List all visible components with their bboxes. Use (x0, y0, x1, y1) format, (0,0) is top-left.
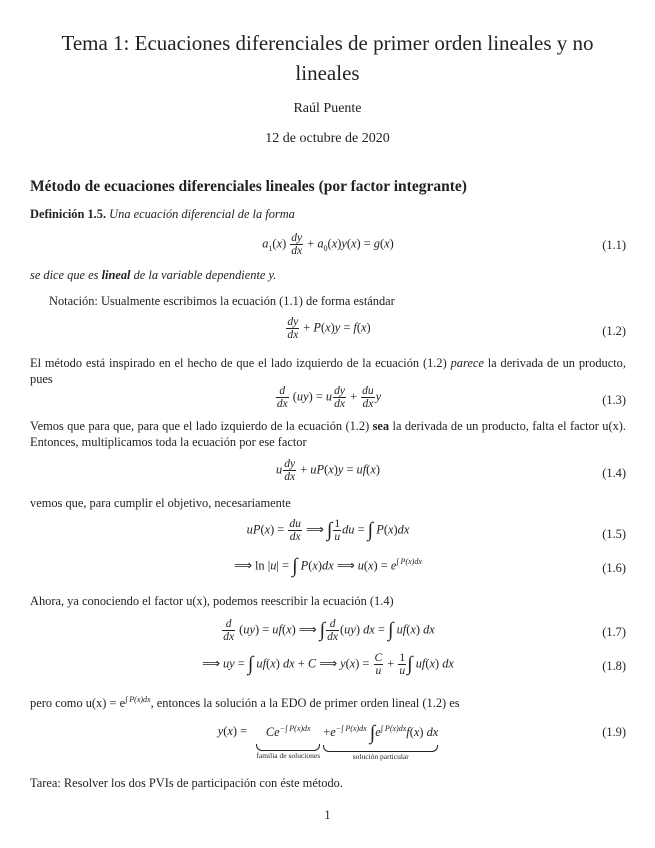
objective-paragraph: vemos que, para cumplir el objetivo, necesariamente (30, 496, 291, 510)
brace-particular-label: solución particular (352, 752, 409, 762)
method-paragraph (30, 355, 626, 387)
equation-1-2 (30, 316, 626, 346)
equation-number: (1.8) (602, 659, 626, 673)
definition-conclusion (30, 267, 626, 283)
brace-family: $Ce^{-\int P(x)dx}$ familia de soluciones (256, 724, 321, 761)
definition-label: Definición 1.5. (30, 207, 107, 221)
equation-number: (1.3) (602, 393, 626, 407)
brace-family-label: familia de soluciones (256, 751, 321, 761)
document-date: 12 de octubre de 2020 (265, 131, 390, 146)
conclusion-text-end: de la variable dependiente y. (133, 268, 277, 282)
fraction: $\frac{dy}{dx}$ (334, 385, 345, 410)
pero-text: pero como u(x) = e (30, 696, 126, 711)
equation-body: u $\frac{dy}{dx}$ + uP(x)y = uf(x) (276, 458, 380, 483)
equation-number: (1.4) (602, 466, 626, 480)
method-text: El método está inspirado en el hecho de que el lado izquierdo de la ecuación (1.2) (30, 356, 447, 370)
equation-body: uP(x) = $\frac{du}{dx}$ ⟹ ∫ $\frac{1}{u}$ du = ∫ P(x)dx (246, 518, 410, 543)
equation-1-1 (30, 232, 626, 262)
vemos-text-end: la derivada de un producto, falta el factor u(x). Entonces, multiplicamos toda la ecuación por ese factor (30, 419, 627, 449)
definition-paragraph (30, 206, 626, 222)
document-title: Tema 1: Ecuaciones diferenciales de primer orden lineales y no lineales (61, 31, 594, 85)
equation-body: ⟹ uy = ∫ uf(x) dx + C ⟹ y(x) = $\frac{C}{u}$ + $\frac{1}{u}$ ∫ uf(x) dx (202, 652, 454, 677)
fraction: $\frac{du}{dx}$ (289, 518, 301, 543)
equation-1-9 (30, 718, 626, 766)
fraction: $\frac{1}{u}$ (334, 518, 341, 543)
fraction: $\frac{dy}{dx}$ (287, 316, 299, 341)
tarea-paragraph: Tarea: Resolver los dos PVIs de participación con éste método. (30, 776, 343, 790)
section-heading: Método de ecuaciones diferenciales lineales (por factor integrante) (30, 178, 467, 195)
equation-number: (1.7) (602, 625, 626, 639)
equation-number: (1.1) (602, 238, 626, 252)
method-text-end: la derivada de un producto, pues (30, 356, 626, 386)
equation-number: (1.2) (602, 324, 626, 338)
fraction: $\frac{d}{dx}$ (276, 385, 288, 410)
vemos-bold: sea (372, 419, 390, 433)
equation-1-5 (30, 518, 626, 550)
equation-body: $\frac{d}{dx}$ (uy) = u $\frac{dy}{dx}$ + $\frac{du}{dx}$ y (276, 385, 382, 410)
fraction: $\frac{d}{dx}$ (223, 618, 235, 643)
equation-number: (1.5) (602, 527, 626, 541)
fraction: $\frac{dy}{dx}$ (291, 232, 303, 257)
vemos-paragraph (30, 418, 626, 450)
fraction: $\frac{1}{u}$ (399, 652, 406, 677)
pero-text-end: , entonces la solución a la EDO de primer orden lineal (1.2) es (150, 696, 460, 711)
equation-body: $a_1(x)$ $\frac{dy}{dx}$ + $a_0(x)y(x) = g(x)$ (262, 232, 394, 257)
ahora-paragraph: Ahora, ya conociendo el factor u(x), podemos reescribir la ecuación (1.4) (30, 594, 394, 608)
equation-1-6 (30, 555, 626, 583)
equation-1-7 (30, 618, 626, 648)
vemos-text: Vemos que para que, para que el lado izquierdo de la ecuación (1.2) (30, 419, 370, 433)
document-author: Raúl Puente (293, 101, 362, 116)
page-number: 1 (324, 808, 331, 822)
equation-body: $y(x) = Ce^{-\int P(x)dx}$ familia de soluciones $+e^{-\int P(x)dx}$ $\int e^{\int P(x)dx}f(x)$ dx solución particular (30, 718, 626, 762)
equation-number: (1.6) (602, 561, 626, 575)
conclusion-text: se dice que es (30, 268, 99, 282)
equation-body: $\frac{dy}{dx}$ + P(x)y = f(x) (287, 316, 371, 341)
fraction: $\frac{C}{u}$ (374, 652, 383, 677)
method-italic: parece (450, 356, 484, 370)
equation-number: (1.9) (602, 725, 626, 739)
fraction: $\frac{d}{dx}$ (327, 618, 339, 643)
equation-1-3 (30, 385, 626, 415)
fraction: $\frac{du}{dx}$ (362, 385, 374, 410)
equation-1-8 (30, 652, 626, 682)
fraction: $\frac{dy}{dx}$ (284, 458, 296, 483)
brace-particular: $+e^{-\int P(x)dx}$ $\int e^{\int P(x)dx}f(x)$ dx solución particular (323, 722, 439, 762)
pero-exponent: ∫ P(x)dx (125, 695, 151, 704)
notation-paragraph: Notación: Usualmente escribimos la ecuación (1.1) de forma estándar (49, 294, 395, 308)
conclusion-bold: lineal (101, 268, 131, 282)
equation-1-4 (30, 458, 626, 488)
pero-paragraph (30, 692, 626, 711)
equation-body: ⟹ ln |u| = ∫ P(x)dx ⟹ $u(x) = e^{\int P(x)dx}$ (234, 555, 422, 577)
definition-intro: Una ecuación diferencial de la forma (109, 207, 295, 221)
equation-body: $\frac{d}{dx}$ (uy) = uf(x) ⟹ ∫ $\frac{d}{dx}$ (uy) dx = ∫ uf(x) dx (223, 618, 435, 643)
